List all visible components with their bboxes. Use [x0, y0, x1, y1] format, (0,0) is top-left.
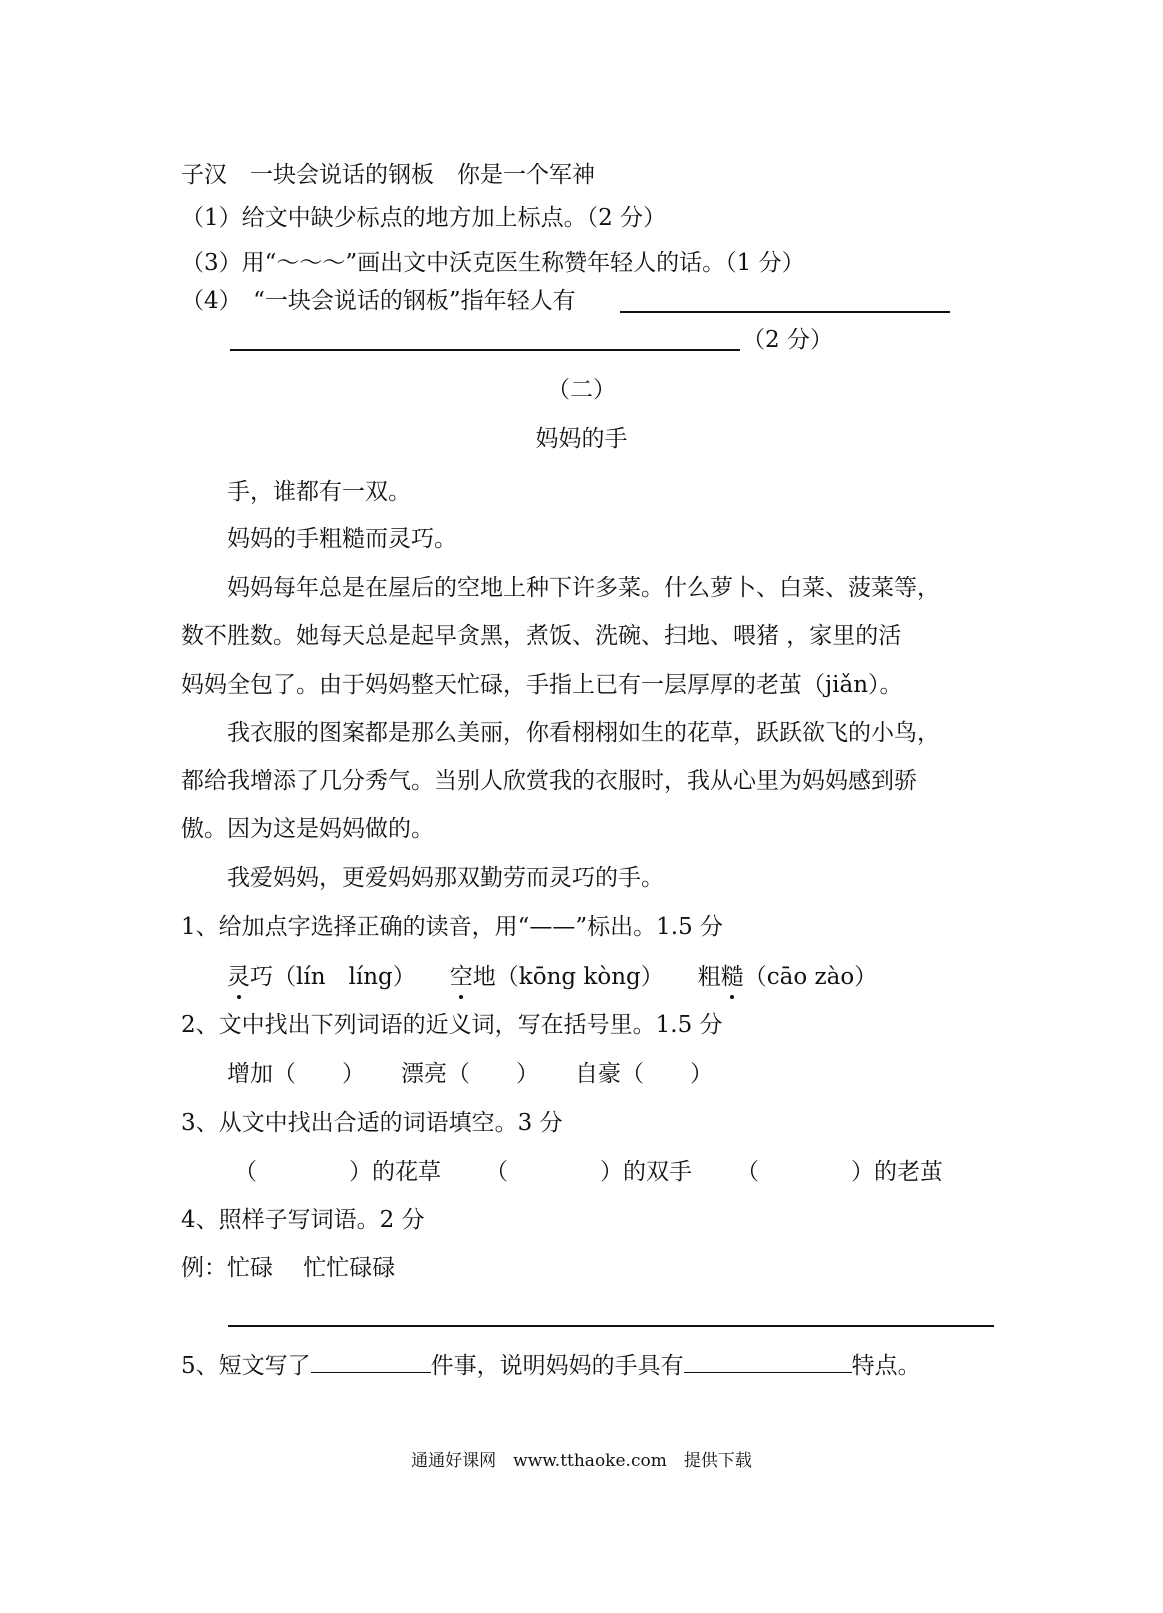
pinyin-choice-kongdi[interactable]: 空地（kōng kòng） [449, 964, 664, 990]
dotted-char: 糙 [720, 964, 744, 990]
passage-paragraph-1: 手，谁都有一双。 [227, 479, 411, 505]
synonym-blank-zihao[interactable]: 自豪（ ） [575, 1061, 713, 1087]
fill-blank-laojian[interactable]: （ ）的老茧 [736, 1159, 943, 1185]
fill-blank-huacao[interactable]: （ ）的花草 [234, 1159, 441, 1185]
blank-event-count[interactable] [311, 1350, 431, 1373]
pinyin-choice-cucao[interactable]: 粗糙（cāo zào） [697, 964, 878, 990]
passage-paragraph-3-line-3: 妈妈全包了。由于妈妈整天忙碌，手指上已有一层厚厚的老茧（jiǎn）。 [181, 672, 903, 698]
section-number: （二） [547, 377, 616, 403]
exercise-1-options [227, 962, 877, 992]
synonym-blank-piaoliang[interactable]: 漂亮（ ） [401, 1061, 539, 1087]
answer-line-1[interactable] [620, 311, 950, 313]
blank-hand-feature[interactable] [684, 1350, 852, 1373]
synonym-blank-zengjia[interactable]: 增加（ ） [227, 1061, 365, 1087]
exercise-3-prompt: 3、从文中找出合适的词语填空。3 分 [181, 1110, 563, 1136]
dotted-char: 空 [449, 964, 473, 990]
question-4-score: （2 分） [742, 327, 833, 353]
passage-paragraph-4-line-1: 我衣服的图案都是那么美丽，你看栩栩如生的花草，跃跃欲飞的小鸟， [227, 720, 940, 746]
exercise-4-prompt: 4、照样子写词语。2 分 [181, 1207, 425, 1233]
question-1-punctuation: （1）给文中缺少标点的地方加上标点。（2 分） [181, 205, 667, 231]
answer-line-2[interactable] [230, 349, 740, 351]
question-4-prompt: （4） “一块会说话的钢板”指年轻人有 [181, 288, 576, 314]
exercise-4-example: 例：忙碌 忙忙碌碌 [181, 1255, 396, 1281]
fragment-line: 子汉 一块会说话的钢板 你是一个军神 [181, 162, 595, 188]
passage-paragraph-2: 妈妈的手粗糙而灵巧。 [227, 526, 457, 552]
dotted-char: 灵 [227, 964, 250, 990]
fill-blank-shuangshou[interactable]: （ ）的双手 [485, 1159, 692, 1185]
passage-title: 妈妈的手 [535, 426, 628, 452]
pinyin-choice-linqiao[interactable]: 灵巧（lín líng） [227, 964, 416, 990]
exercise-5-prompt: 5、短文写了 件事，说明妈妈的手具有 特点。 [181, 1350, 921, 1381]
exercise-1-prompt: 1、给加点字选择正确的读音，用“——”标出。1.5 分 [181, 914, 724, 940]
passage-paragraph-4-line-3: 傲。因为这是妈妈做的。 [181, 816, 434, 842]
exercise-3-items [234, 1157, 943, 1187]
question-3-underline: （3）用“～～～”画出文中沃克医生称赞年轻人的话。（1 分） [181, 250, 805, 276]
passage-paragraph-4-line-2: 都给我增添了几分秀气。当别人欣赏我的衣服时，我从心里为妈妈感到骄 [181, 768, 917, 794]
footer-credit: 通通好课网 www.tthaoke.com 提供下载 [411, 1451, 752, 1471]
exercise-2-items [227, 1059, 713, 1089]
exercise-4-answer-line[interactable] [228, 1325, 994, 1327]
passage-paragraph-3-line-2: 数不胜数。她每天总是起早贪黑，煮饭、洗碗、扫地、喂猪 ，家里的活 [181, 623, 902, 649]
passage-paragraph-5: 我爱妈妈，更爱妈妈那双勤劳而灵巧的手。 [227, 865, 664, 891]
passage-paragraph-3-line-1: 妈妈每年总是在屋后的空地上种下许多菜。什么萝卜、白菜、菠菜等， [227, 575, 940, 601]
exercise-2-prompt: 2、文中找出下列词语的近义词，写在括号里。1.5 分 [181, 1012, 723, 1038]
